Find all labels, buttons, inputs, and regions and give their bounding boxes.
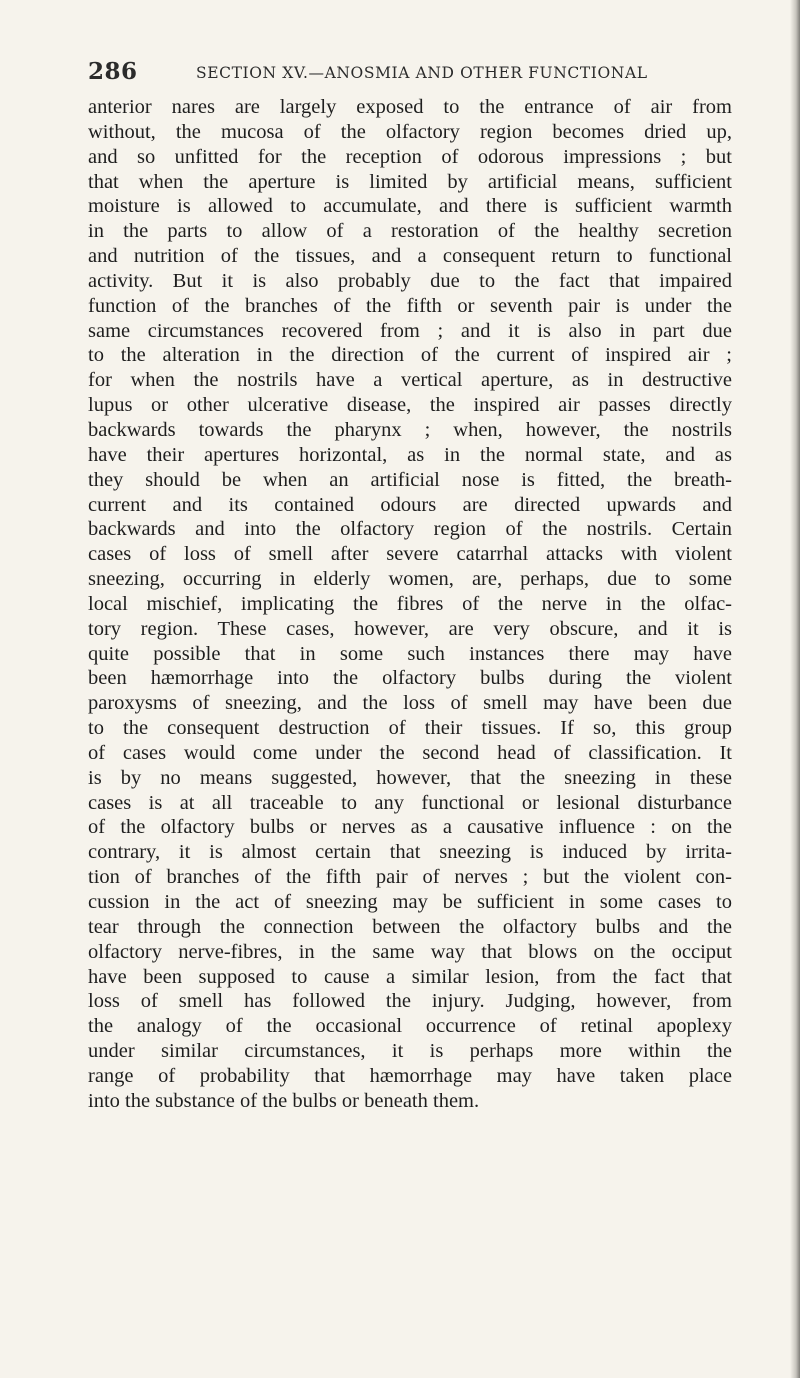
text-line: for when the nostrils have a vertical aperture, as in destructive [88, 369, 732, 392]
page-header [88, 58, 728, 88]
text-line: activity. But it is also probably due to the fact that impaired [88, 269, 732, 292]
text-line: is by no means suggested, however, that the sneezing in these [88, 766, 732, 789]
text-line: range of probability that hæmorrhage may have taken place [88, 1064, 732, 1087]
text-line: backwards and into the olfactory region of the nostrils. Certain [88, 518, 732, 541]
text-line: paroxysms of sneezing, and the loss of smell may have been due [88, 692, 732, 715]
text-line: quite possible that in some such instances there may have [88, 642, 732, 665]
text-line: of cases would come under the second head of classification. It [88, 741, 732, 764]
text-line: current and its contained odours are directed upwards and [88, 493, 732, 516]
text-line: lupus or other ulcerative disease, the inspired air passes directly [88, 394, 732, 417]
text-line: function of the branches of the fifth or seventh pair is under the [88, 294, 732, 317]
text-line: same circumstances recovered from ; and it is also in part due [88, 319, 732, 342]
text-line: moisture is allowed to accumulate, and there is sufficient warmth [88, 195, 732, 218]
text-line: to the consequent destruction of their tissues. If so, this group [88, 717, 732, 740]
text-line: olfactory nerve-fibres, in the same way that blows on the occiput [88, 940, 732, 963]
text-line: tion of branches of the fifth pair of nerves ; but the violent con- [88, 866, 732, 889]
text-line: they should be when an artificial nose is fitted, the breath- [88, 468, 732, 491]
text-line: anterior nares are largely exposed to the entrance of air from [88, 96, 732, 118]
text-line: tory region. These cases, however, are very obscure, and it is [88, 617, 732, 640]
text-line: cussion in the act of sneezing may be sufficient in some cases to [88, 891, 732, 913]
running-head: SECTION XV.—ANOSMIA AND OTHER FUNCTIONAL [196, 64, 648, 82]
text-line: sneezing, occurring in elderly women, are, perhaps, due to some [88, 568, 732, 591]
text-line: and nutrition of the tissues, and a consequent return to functional [88, 245, 732, 268]
body-text [88, 95, 732, 1114]
text-line: contrary, it is almost certain that sneezing is induced by irrita- [88, 841, 732, 864]
text-line: and so unfitted for the reception of odorous impressions ; but [88, 145, 732, 168]
text-line: under similar circumstances, it is perhaps more within the [88, 1040, 732, 1063]
text-line: the analogy of the occasional occurrence of retinal apoplexy [88, 1015, 732, 1038]
text-line: local mischief, implicating the fibres of the nerve in the olfac- [88, 592, 732, 615]
page-number: 286 [88, 58, 138, 85]
text-line: loss of smell has followed the injury. Judging, however, from [88, 990, 732, 1013]
text-line: without, the mucosa of the olfactory region becomes dried up, [88, 120, 732, 143]
text-line: cases is at all traceable to any functional or lesional disturbance [88, 791, 732, 814]
text-line: in the parts to allow of a restoration of the healthy secretion [88, 220, 732, 243]
text-line: backwards towards the pharynx ; when, however, the nostrils [88, 418, 732, 441]
text-line: been hæmorrhage into the olfactory bulbs during the violent [88, 667, 732, 690]
text-line: to the alteration in the direction of the current of inspired air ; [88, 344, 732, 367]
text-line: tear through the connection between the olfactory bulbs and the [88, 915, 732, 938]
page-edge-shadow [790, 0, 800, 1378]
text-line: have their apertures horizontal, as in the normal state, and as [88, 443, 732, 466]
text-line: into the substance of the bulbs or beneath them. [88, 1089, 480, 1112]
text-line: have been supposed to cause a similar lesion, from the fact that [88, 965, 732, 988]
text-line: cases of loss of smell after severe catarrhal attacks with violent [88, 543, 732, 566]
text-line: that when the aperture is limited by artificial means, sufficient [88, 170, 732, 193]
text-line: of the olfactory bulbs or nerves as a causative influence : on the [88, 816, 732, 839]
